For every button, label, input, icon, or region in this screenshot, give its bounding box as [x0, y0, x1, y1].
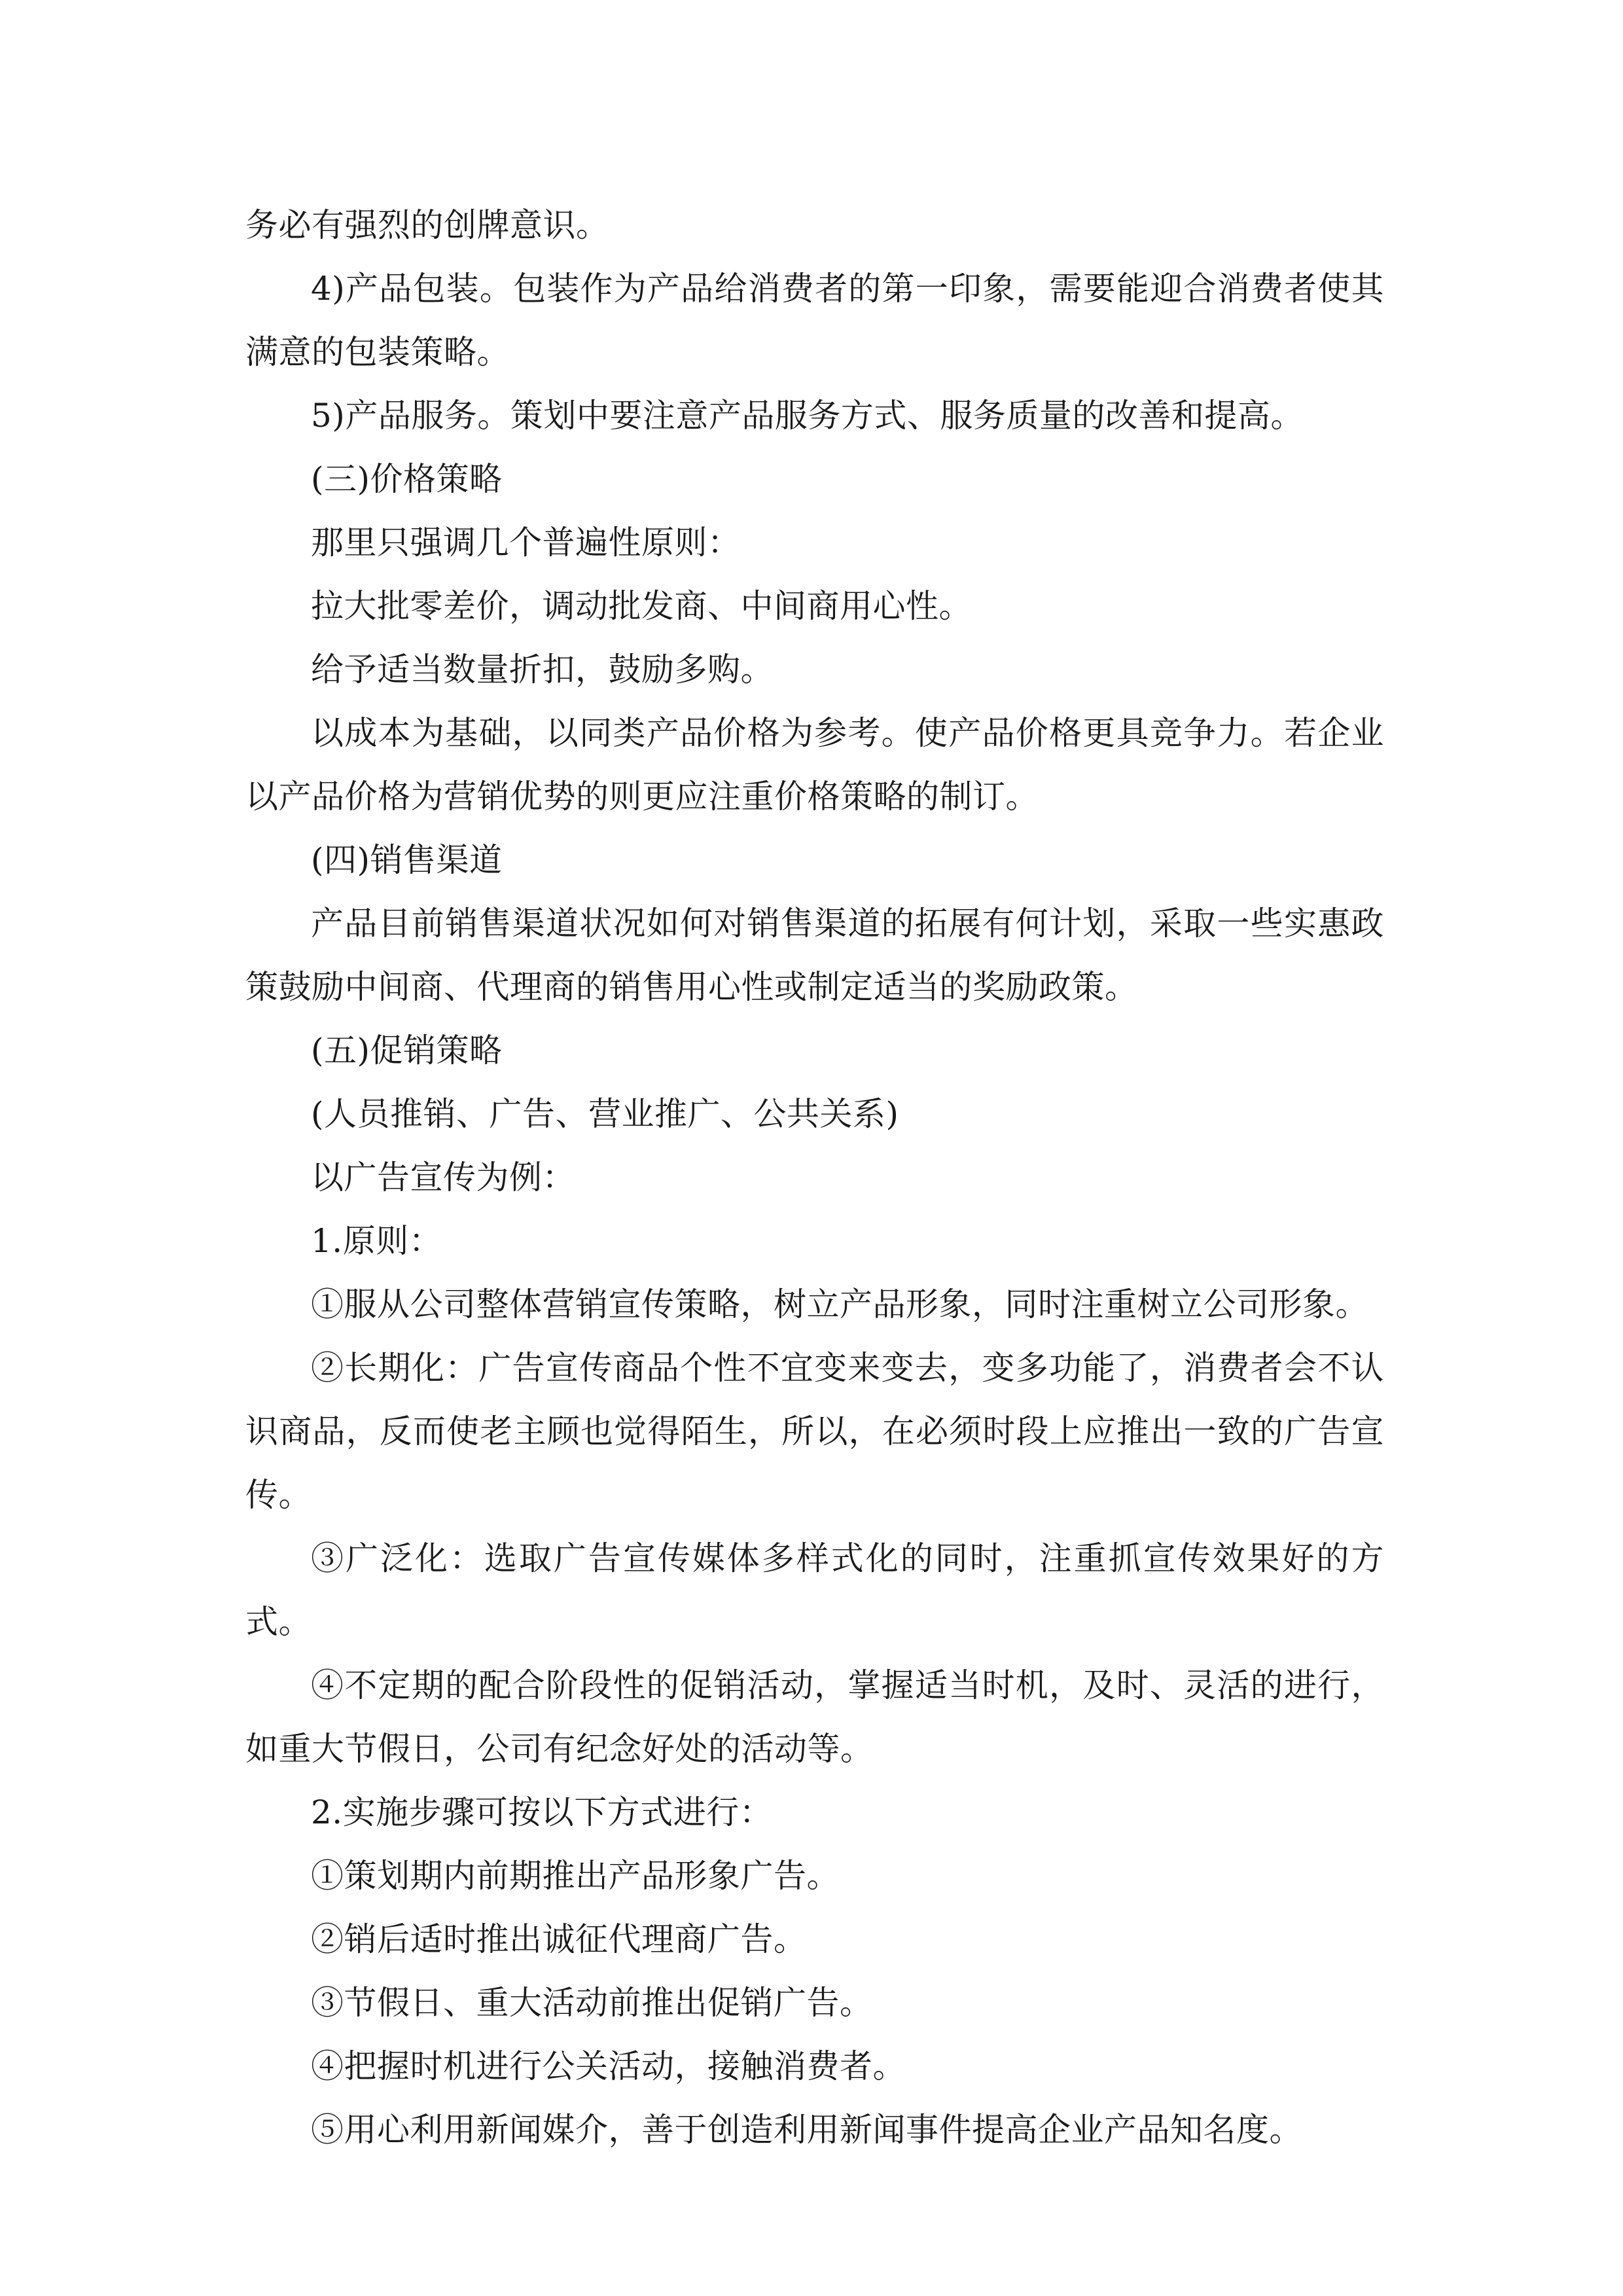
heading-price-strategy: (三)价格策略 [311, 460, 503, 498]
heading-promotion-strategy: (五)促销策略 [311, 1031, 503, 1069]
list-item-step-1: ①策划期内前期推出产品形象广告。 [311, 1857, 840, 1895]
heading-sales-channels: (四)销售渠道 [311, 841, 503, 879]
heading-principles: 1.原则： [311, 1222, 442, 1260]
list-item-principle-4: ④不定期的配合阶段性的促销活动，掌握适当时机，及时、灵活的进行，如重大节假日，公司有纪念好处的活动等。 [245, 1666, 1384, 1768]
heading-implementation-steps: 2.实施步骤可按以下方式进行： [311, 1793, 773, 1831]
list-item-principle-3: ③广泛化：选取广告宣传媒体多样式化的同时，注重抓宣传效果好的方式。 [245, 1539, 1384, 1641]
paragraph-brand-awareness-end: 务必有强烈的创牌意识。 [245, 206, 609, 244]
list-item-principle-2: ②长期化：广告宣传商品个性不宜变来变去，变多功能了，消费者会不认识商品，反而使老主顾也觉得陌生，所以，在必须时段上应推出一致的广告宣传。 [245, 1349, 1384, 1514]
paragraph-price-principles-intro: 那里只强调几个普遍性原则： [311, 524, 741, 562]
list-item-principle-1: ①服从公司整体营销宣传策略，树立产品形象，同时注重树立公司形象。 [311, 1285, 1368, 1323]
paragraph-advertising-example: 以广告宣传为例： [311, 1158, 575, 1196]
paragraph-promotion-types: (人员推销、广告、营业推广、公共关系) [311, 1095, 899, 1133]
paragraph-price-principle-2: 给予适当数量折扣，鼓励多购。 [311, 651, 774, 689]
paragraph-price-principle-3: 以成本为基础，以同类产品价格为参考。使产品价格更具竞争力。若企业以产品价格为营销优势的则更应注重价格策略的制订。 [245, 714, 1384, 816]
document-body [245, 194, 1384, 2162]
paragraph-price-principle-1: 拉大批零差价，调动批发商、中间商用心性。 [311, 587, 972, 625]
list-item-step-2: ②销后适时推出诚征代理商广告。 [311, 1920, 807, 1958]
paragraph-sales-channels: 产品目前销售渠道状况如何对销售渠道的拓展有何计划，采取一些实惠政策鼓励中间商、代理商的销售用心性或制定适当的奖励政策。 [245, 905, 1384, 1006]
paragraph-product-service: 5)产品服务。策划中要注意产品服务方式、服务质量的改善和提高。 [311, 397, 1304, 435]
paragraph-product-packaging: 4)产品包装。包装作为产品给消费者的第一印象，需要能迎合消费者使其满意的包装策略。 [245, 270, 1384, 371]
list-item-step-3: ③节假日、重大活动前推出促销广告。 [311, 1984, 873, 2022]
list-item-step-5: ⑤用心利用新闻媒介，善于创造利用新闻事件提高企业产品知名度。 [311, 2111, 1302, 2149]
list-item-step-4: ④把握时机进行公关活动，接触消费者。 [311, 2047, 906, 2085]
